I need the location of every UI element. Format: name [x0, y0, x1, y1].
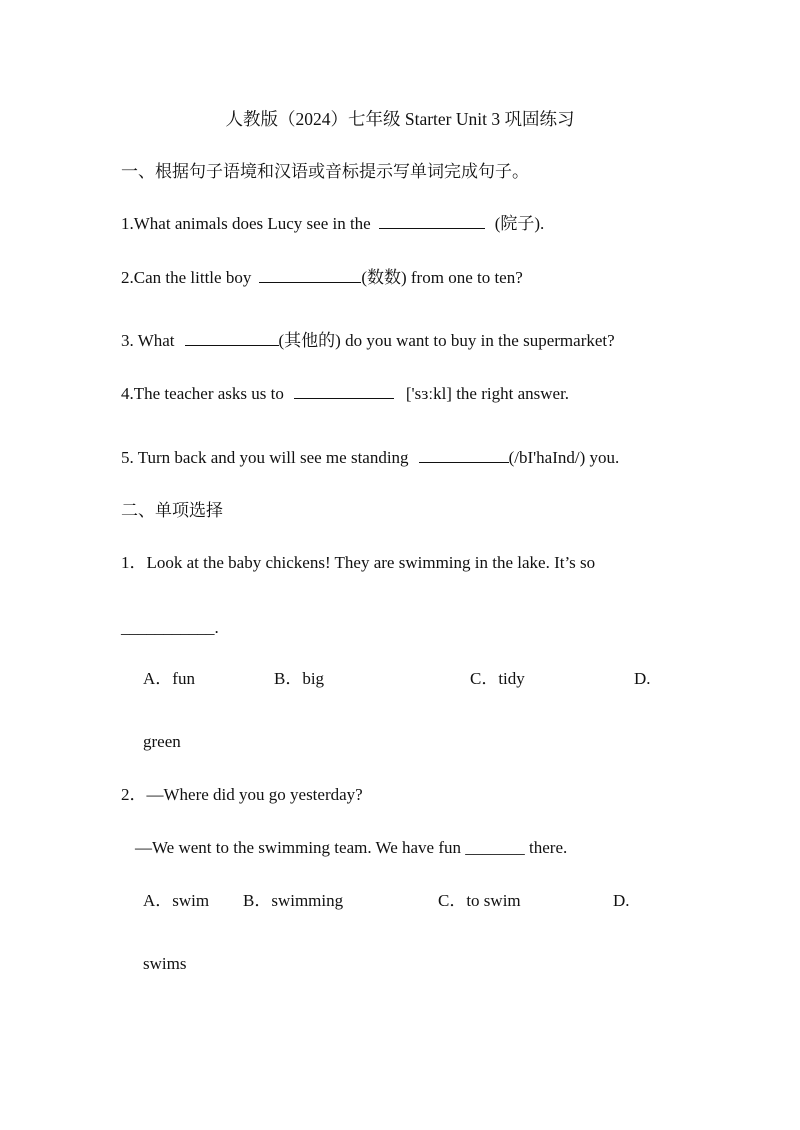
mc-question-1-option-b: B．big: [274, 669, 325, 688]
mc-question-1-stem: 1．Look at the baby chickens! They are swimming in the lake. It’s so: [121, 553, 596, 572]
mc-question-2-stem: 2．—Where did you go yesterday?: [121, 785, 363, 804]
question-1-2: [121, 267, 523, 289]
question-1-1: [121, 213, 544, 235]
question-hint: (其他的) do you want to buy in the supermarket?: [278, 331, 615, 350]
question-1-4: [121, 383, 569, 405]
answer-blank: [259, 268, 361, 283]
worksheet-title: 人教版（2024）七年级 Starter Unit 3 巩固练习: [225, 109, 575, 129]
mc-question-1-option-d-text: green: [143, 732, 181, 751]
answer-blank: [419, 448, 509, 463]
mc-question-1-option-d: D.: [634, 669, 651, 688]
answer-blank: [379, 214, 485, 229]
mc-question-2-option-c: C．to swim: [438, 891, 521, 910]
question-text: 1.What animals does Lucy see in the: [121, 214, 371, 233]
mc-question-1-option-c: C．tidy: [470, 669, 525, 688]
mc-question-2-option-b: B．swimming: [243, 891, 344, 910]
question-hint: ['sɜːkl] the right answer.: [405, 384, 570, 403]
mc-question-2-option-a: A．swim: [143, 891, 210, 910]
section1-heading: 一、根据句子语境和汉语或音标提示写单词完成句子。: [121, 162, 529, 181]
question-1-5: [121, 447, 619, 469]
question-text: 4.The teacher asks us to: [121, 384, 284, 403]
answer-blank: [185, 331, 279, 346]
mc-question-2-option-d: D.: [613, 891, 630, 910]
question-text: 3. What: [121, 331, 175, 350]
answer-blank: [294, 384, 394, 399]
section2-heading: 二、单项选择: [121, 501, 223, 520]
question-hint: (院子).: [494, 214, 545, 233]
mc-question-1-blank: ___________.: [121, 618, 219, 637]
mc-question-2-option-d-text: swims: [143, 954, 187, 973]
mc-question-2-reply: —We went to the swimming team. We have fun _______ there.: [135, 838, 568, 857]
question-hint: (/bI'haInd/) you.: [508, 448, 620, 467]
question-1-3: [121, 330, 615, 352]
mc-question-1-option-a: A．fun: [143, 669, 195, 688]
question-text: 2.Can the little boy: [121, 268, 252, 287]
question-hint: (数数) from one to ten?: [361, 268, 523, 287]
question-text: 5. Turn back and you will see me standing: [121, 448, 409, 467]
